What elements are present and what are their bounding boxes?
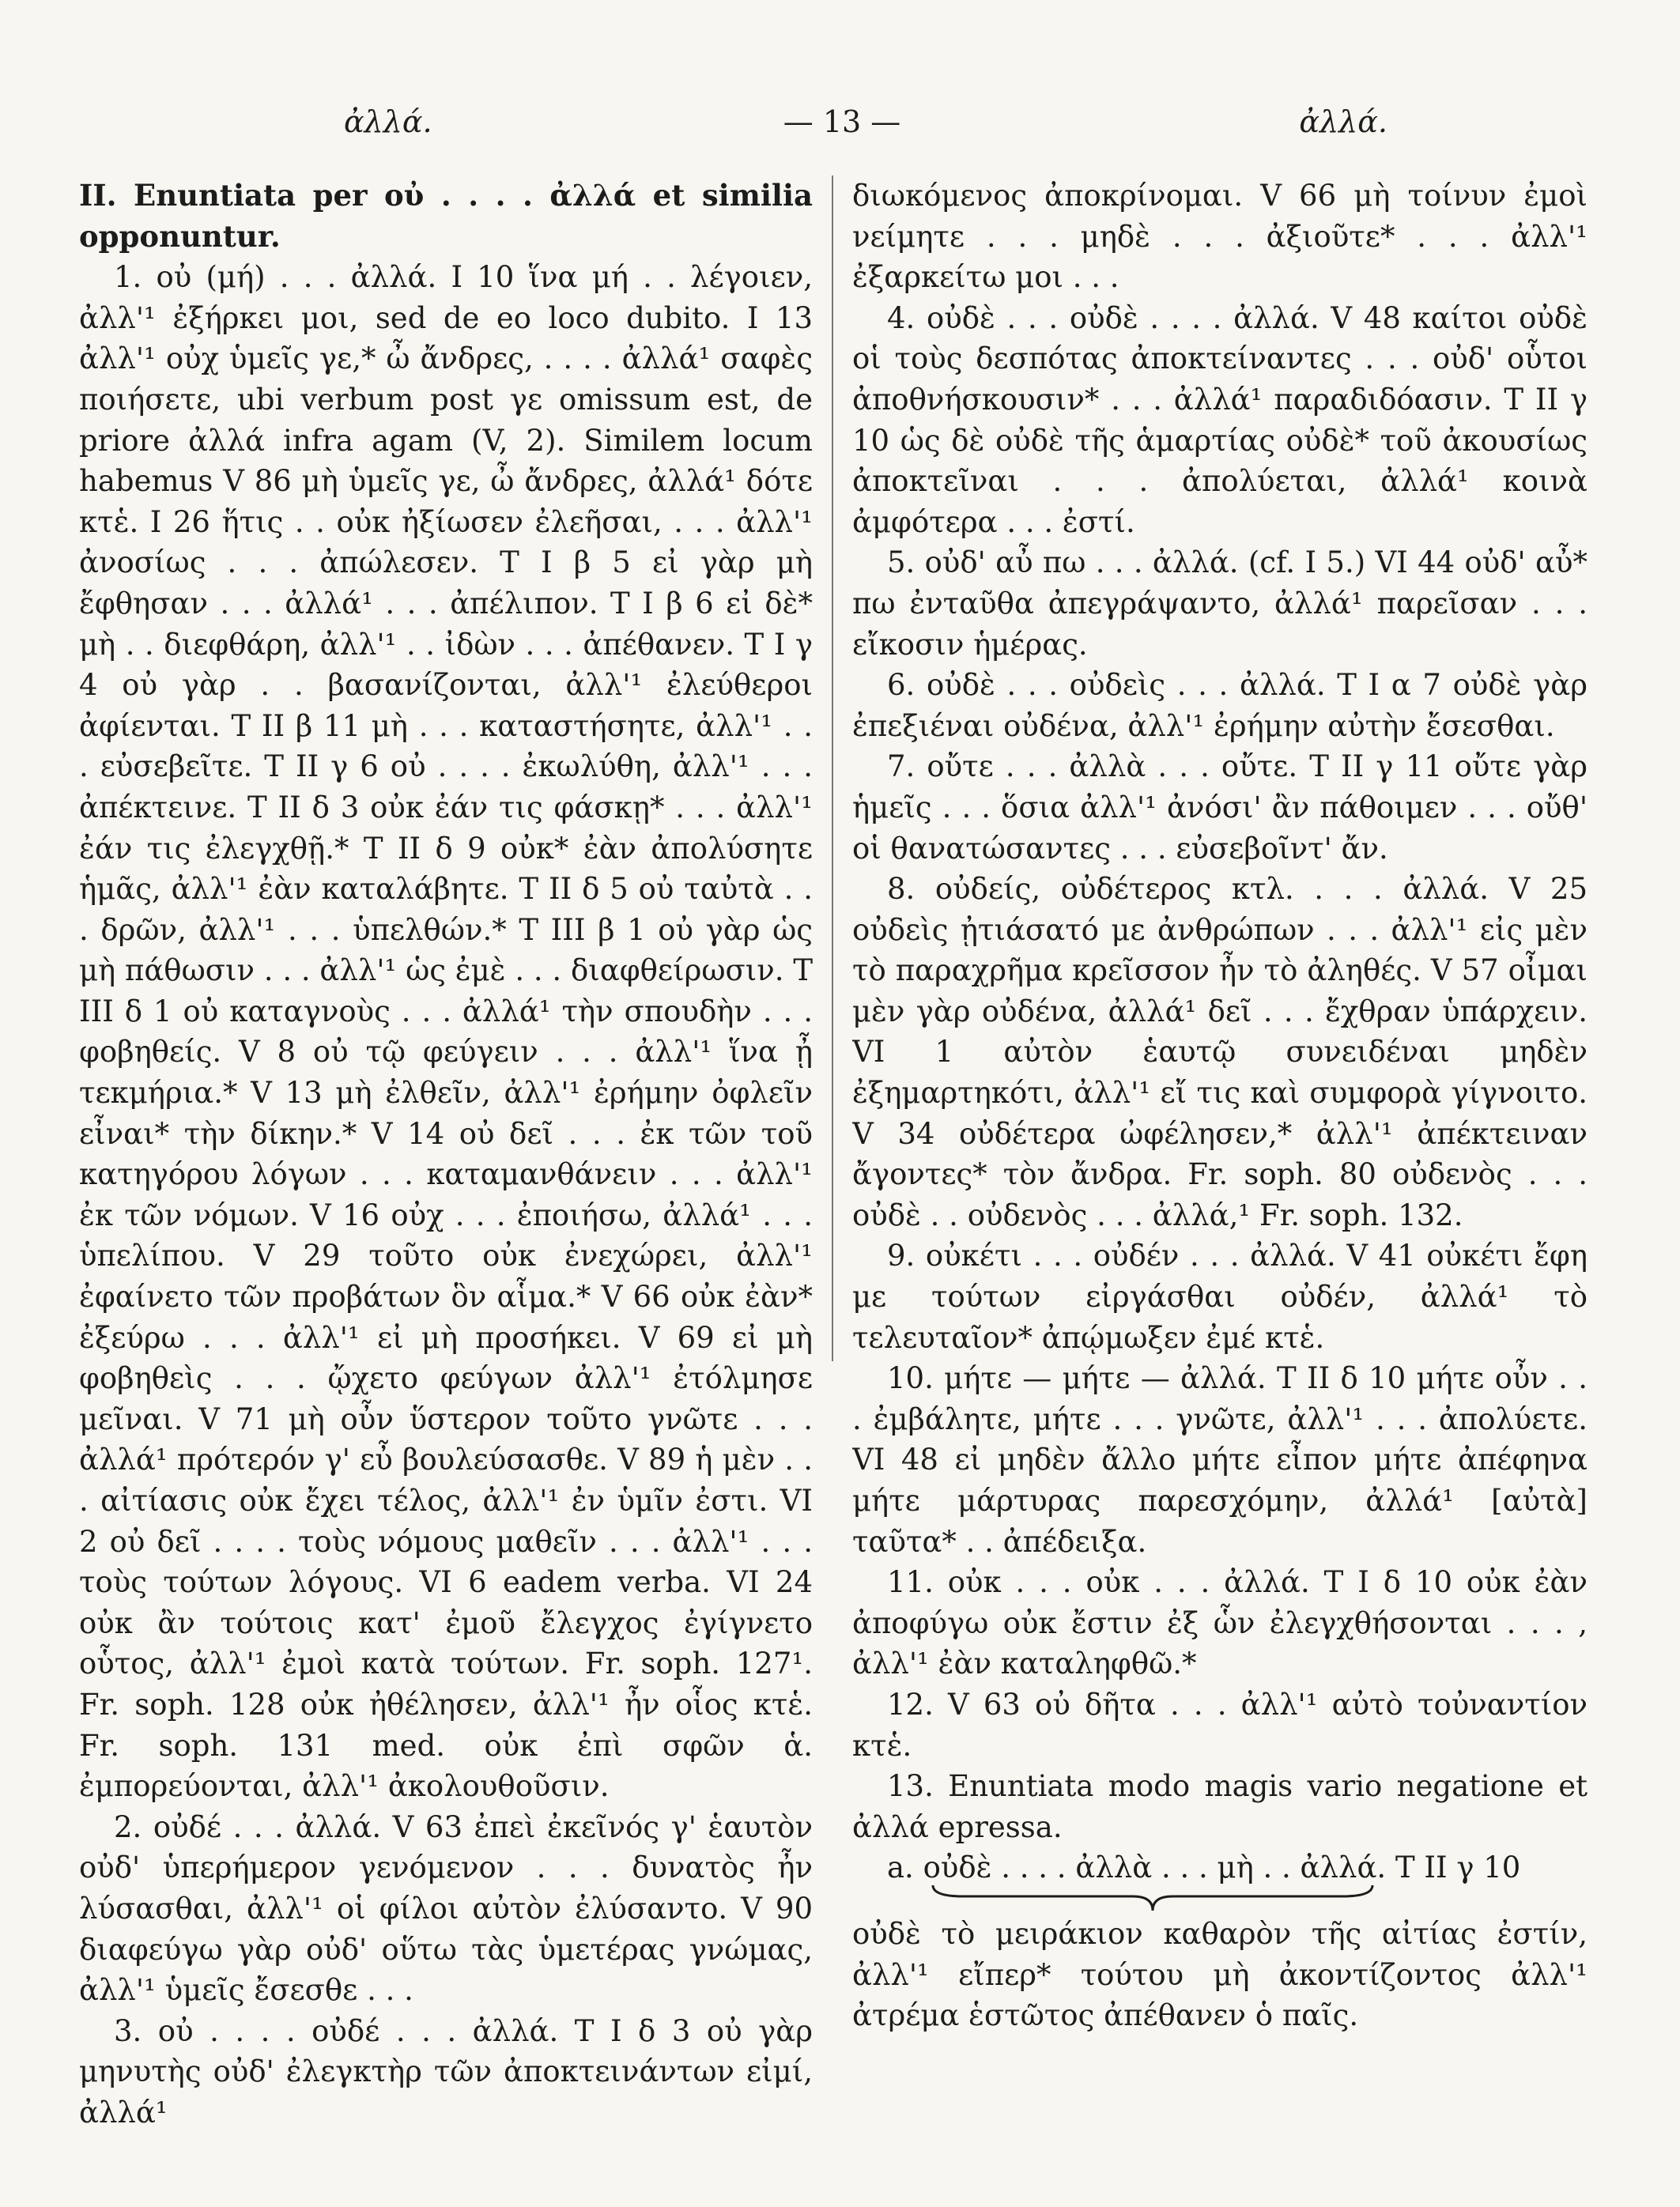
- entry-13: 13. Enuntiata modo magis vario negatione et ἀλλά epressa.: [852, 1769, 1588, 1844]
- page-header: [79, 104, 1605, 152]
- header-left-word: ἀλλά.: [344, 104, 432, 139]
- left-column: [79, 175, 813, 2167]
- header-right-word: ἀλλά.: [1299, 104, 1387, 139]
- entry-11: 11. οὐκ . . . οὐκ . . . ἀλλά. T I δ 10 οὐκ ἐὰν ἀποφύγω οὐκ ἔστιν ἐξ ὧν ἐλεγχθήσονται . . . , ἀλλ'¹ ἐὰν καταληφθῶ.*: [852, 1565, 1588, 1681]
- entry-6: 6. οὐδὲ . . . οὐδεὶς . . . ἀλλά. T I α 7 οὐδὲ γὰρ ἐπεξιέναι οὐδένα, ἀλλ'¹ ἐρήμην αὐτὴν ἔσεσθαι.: [852, 668, 1588, 743]
- entry-2: 2. οὐδέ . . . ἀλλά. V 63 ἐπεὶ ἐκεῖνός γ' ἑαυτὸν οὐδ' ὑπερήμερον γενόμενον . . . δυνατὸς ἦν λύσασθαι, ἀλλ'¹ οἱ φίλοι αὐτὸν ἐλύσαντο. V 90 διαφεύγω γὰρ οὐδ' οὕτω τὰς ὑμετέρας γνώμας, ἀλλ'¹ ὑμεῖς ἔσεσθε . . .: [79, 1809, 813, 2008]
- entry-4: 4. οὐδὲ . . . οὐδὲ . . . . ἀλλά. V 48 καίτοι οὐδὲ οἱ τοὺς δεσπότας ἀποκτείναντες . . . οὐδ' οὗτοι ἀποθνήσκουσιν* . . . ἀλλά¹ παραδιδόασιν. T II γ 10 ὡς δὲ οὐδὲ τῆς ἁμαρτίας οὐδὲ* τοῦ ἀκουσίως ἀποκτεῖναι . . . ἀπολύεται, ἀλλά¹ κοινὰ ἀμφότερα . . . ἐστί.: [852, 300, 1588, 539]
- entry-8: 8. οὐδείς, οὐδέτερος κτλ. . . . ἀλλά. V 25 οὐδεὶς ᾐτιάσατό με ἀνθρώπων . . . ἀλλ'¹ εἰς μὲν τὸ παραχρῆμα κρεῖσσον ἦν τὸ ἀληθές. V 57 οἶμαι μὲν γὰρ οὐδένα, ἀλλά¹ δεῖ . . . ἔχθραν ὑπάρχειν. VI 1 αὐτὸν ἑαυτῷ συνειδέναι μηδὲν ἐξημαρτηκότι, ἀλλ'¹ εἴ τις καὶ συμφορὰ γίγνοιτο. V 34 οὐδέτερα ὠφέλησεν,* ἀλλ'¹ ἀπέκτειναν ἄγοντες* τὸν ἄνδρα. Fr. soph. 80 οὐδενὸς . . . οὐδὲ . . οὐδενὸς . . . ἀλλά,¹ Fr. soph. 132.: [852, 872, 1588, 1232]
- entry-3: 3. οὐ . . . . οὐδέ . . . ἀλλά. T I δ 3 οὐ γὰρ μηνυτὴς οὐδ' ἐλεγκτὴρ τῶν ἀποκτεινάντων εἰμί, ἀλλά¹: [79, 2013, 813, 2130]
- entry-13a: a. οὐδὲ . . . . ἀλλὰ . . . μὴ . . ἀλλά. T II γ 10: [887, 1850, 1521, 1885]
- column-divider: [832, 175, 833, 1361]
- entry-1: 1. οὐ (μή) . . . ἀλλά. I 10 ἵνα μή . . λέγοιεν, ἀλλ'¹ ἐξήρκει μοι, sed de eo loco dubito. I 13 ἀλλ'¹ οὐχ ὑμεῖς γε,* ὦ ἄνδρες, . . . . ἀλλά¹ σαφὲς ποιήσετε, ubi verbum post γε omissum est, de priore ἀλλά infra agam (V, 2). Similem locum habemus V 86 μὴ ὑμεῖς γε, ὦ ἄνδρες, ἀλλά¹ δότε κτἑ. I 26 ἥτις . . οὐκ ἠξίωσεν ἐλεῆσαι, . . . ἀλλ'¹ ἀνοσίως . . . ἀπώλεσεν. T I β 5 εἰ γὰρ μὴ ἔφθησαν . . . ἀλλά¹ . . . ἀπέλιπον. T I β 6 εἰ δὲ* μὴ . . διεφθάρη, ἀλλ'¹ . . ἰδὼν . . . ἀπέθανεν. T I γ 4 οὐ γὰρ . . βασανίζονται, ἀλλ'¹ ἐλεύθεροι ἀφίενται. T II β 11 μὴ . . . καταστήσητε, ἀλλ'¹ . . . εὐσεβεῖτε. T II γ 6 οὐ . . . . ἐκωλύθη, ἀλλ'¹ . . . ἀπέκτεινε. T II δ 3 οὐκ ἐάν τις φάσκῃ* . . . ἀλλ'¹ ἐάν τις ἐλεγχθῇ.* T II δ 9 οὐκ* ἐὰν ἀπολύσητε ἡμᾶς, ἀλλ'¹ ἐὰν καταλάβητε. T II δ 5 οὐ ταὐτὰ . . . δρῶν, ἀλλ'¹ . . . ὑπελθών.* T III β 1 οὐ γὰρ ὡς μὴ πάθωσιν . . . ἀλλ'¹ ὡς ἐμὲ . . . διαφθείρωσιν. T III δ 1 οὐ καταγνοὺς . . . ἀλλά¹ τὴν σπουδὴν . . . φοβηθείς. V 8 οὐ τῷ φεύγειν . . . ἀλλ'¹ ἵνα ᾖ τεκμήρια.* V 13 μὴ ἐλθεῖν, ἀλλ'¹ ἐρήμην ὀφλεῖν εἶναι* τὴν δίκην.* V 14 οὐ δεῖ . . . ἐκ τῶν τοῦ κατηγόρου λόγων . . . καταμανθάνειν . . . ἀλλ'¹ ἐκ τῶν νόμων. V 16 οὐχ . . . ἐποιήσω, ἀλλά¹ . . . ὑπελίπου. V 29 τοῦτο οὐκ ἐνεχώρει, ἀλλ'¹ ἐφαίνετο τῶν προβάτων ὃν αἷμα.* V 66 οὐκ ἐὰν* ἐξεύρω . . . ἀλλ'¹ εἰ μὴ προσήκει. V 69 εἰ μὴ φοβηθεὶς . . . ᾤχετο φεύγων ἀλλ'¹ ἐτόλμησε μεῖναι. V 71 μὴ οὖν ὕστερον τοῦτο γνῶτε . . . ἀλλά¹ πρότερόν γ' εὖ βουλεύσασθε. V 89 ἡ μὲν . . . αἰτίασις οὐκ ἔχει τέλος, ἀλλ'¹ ἐν ὑμῖν ἐστι. VI 2 οὐ δεῖ . . . . τοὺς νόμους μαθεῖν . . . ἀλλ'¹ . . . τοὺς τούτων λόγους. VI 6 eadem verba. VI 24 οὐκ ἂν τούτοις κατ' ἐμοῦ ἔλεγχος ἐγίγνετο οὗτος, ἀλλ'¹ ἐμοὶ κατὰ τούτων. Fr. soph. 127¹. Fr. soph. 128 οὐκ ἠθέλησεν, ἀλλ'¹ ἦν οἷος κτἑ. Fr. soph. 131 med. οὐκ ἐπὶ σφῶν ἁ. ἐμπορεύονται, ἀλλ'¹ ἀκολουθοῦσιν.: [79, 260, 813, 1804]
- entry-13a-continuation: οὐδὲ τὸ μειράκιον καθαρὸν τῆς αἰτίας ἐστίν, ἀλλ'¹ εἴπερ* τούτου μὴ ἀκοντίζοντος ἀλλ'¹ ἀτρέμα ἑστῶτος ἀπέθανεν ὁ παῖς.: [852, 1916, 1588, 2033]
- entry-10: 10. μήτε — μήτε — ἀλλά. T II δ 10 μήτε οὖν . . . ἐμβάλητε, μήτε . . . γνῶτε, ἀλλ'¹ . . . ἀπολύετε. VI 48 εἰ μηδὲν ἄλλο μήτε εἶπον μήτε ἀπέφηνα μήτε μάρτυρας παρεσχόμην, ἀλλά¹ [αὐτὰ] ταῦτα* . . ἀπέδειξα.: [852, 1361, 1588, 1559]
- right-column: [852, 175, 1588, 2167]
- page-number: — 13 —: [783, 104, 901, 139]
- section-heading: II. Enuntiata per οὐ . . . . ἀλλά et similia opponuntur.: [79, 178, 813, 254]
- entry-9: 9. οὐκέτι . . . οὐδέν . . . ἀλλά. V 41 οὐκέτι ἔφη με τούτων εἰργάσθαι οὐδέν, ἀλλά¹ τὸ τελευταῖον* ἀπῴμωξεν ἐμέ κτἑ.: [852, 1239, 1588, 1355]
- entry-7: 7. οὔτε . . . ἀλλὰ . . . οὔτε. T II γ 11 οὔτε γὰρ ἡμεῖς . . . ὅσια ἀλλ'¹ ἀνόσι' ἂν πάθοιμεν . . . οὔθ' οἱ θανατώσαντες . . . εὐσεβοῖντ' ἄν.: [852, 749, 1588, 866]
- continuation-text: διωκόμενος ἀποκρίνομαι. V 66 μὴ τοίνυν ἐμοὶ νείμητε . . . μηδὲ . . . ἀξιοῦτε* . . . ἀλλ'¹ ἐξαρκείτω μοι . . .: [852, 179, 1588, 295]
- entry-5: 5. οὐδ' αὖ πω . . . ἀλλά. (cf. I 5.) VI 44 οὐδ' αὖ* πω ἐνταῦθα ἀπεγράψαντο, ἀλλά¹ παρεῖσαν . . . εἴκοσιν ἡμέρας.: [852, 545, 1588, 662]
- entry-12: 12. V 63 οὐ δῆτα . . . ἀλλ'¹ αὐτὸ τοὐναντίον κτἑ.: [852, 1687, 1588, 1763]
